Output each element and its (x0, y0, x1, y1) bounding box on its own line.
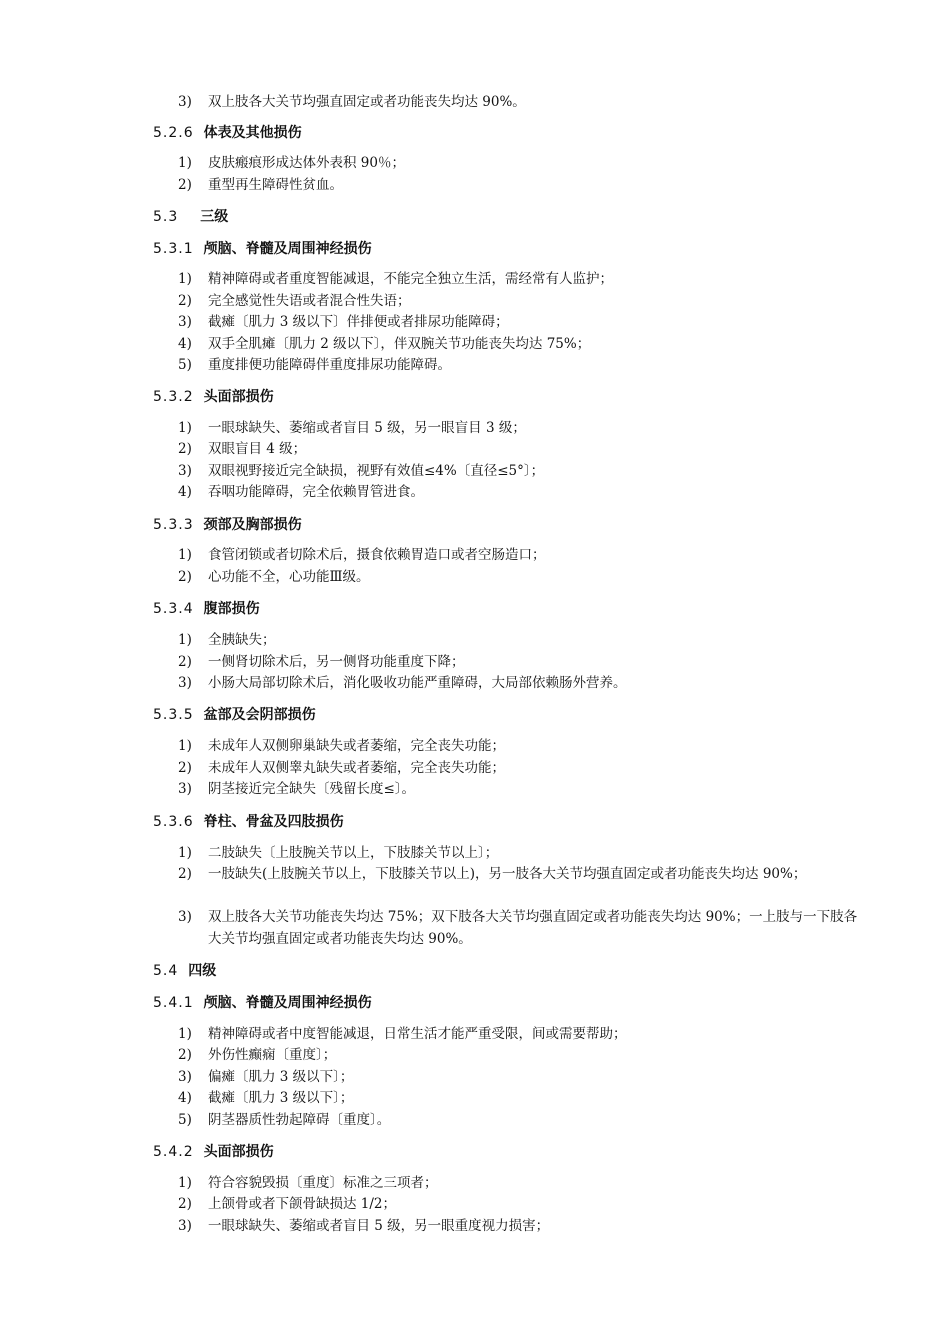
section-number: 5.3.6 (153, 814, 194, 830)
list-item (178, 1045, 868, 1067)
section-number: 5.3.3 (153, 517, 194, 533)
list-item (178, 334, 868, 356)
item-number: 1) (178, 1175, 192, 1191)
item-text: 二肢缺失〔上肢腕关节以上，下肢膝关节以上〕； (208, 845, 499, 861)
list-item (178, 1024, 868, 1046)
section-heading (153, 1142, 274, 1162)
section-heading (153, 123, 302, 143)
item-text: 未成年人双侧睾丸缺失或者萎缩，完全丧失功能； (208, 760, 505, 776)
item-number: 5) (178, 357, 192, 373)
list-item (178, 312, 868, 334)
item-number: 1) (178, 1026, 192, 1042)
item-number: 1) (178, 155, 192, 171)
section-number: 5.3 (153, 209, 179, 225)
section-number: 5.4.2 (153, 1144, 194, 1160)
item-number: 4) (178, 336, 192, 352)
section-number: 5.3.4 (153, 601, 194, 617)
list-item (178, 153, 868, 175)
section-heading (153, 993, 372, 1013)
list-item (178, 355, 868, 377)
item-number: 1) (178, 632, 192, 648)
section-title: 腹部损伤 (203, 601, 260, 617)
item-text: 外伤性癫痫〔重度〕； (208, 1047, 337, 1063)
item-text: 一侧肾切除术后，另一侧肾功能重度下降； (208, 654, 465, 670)
item-number: 1) (178, 547, 192, 563)
item-text: 双上肢各大关节功能丧失均达 75%；双下肢各大关节均强直固定或者功能丧失均达 90%；一上肢与一下肢各大关节均强直固定或者功能丧失均达 90%。 (208, 909, 858, 947)
list-item (178, 1194, 868, 1216)
item-number: 2) (178, 293, 192, 309)
list-item (178, 1088, 868, 1110)
item-number: 3) (178, 675, 192, 691)
item-text: 上颌骨或者下颌骨缺损达 1/2； (208, 1196, 397, 1212)
section-title: 头面部损伤 (203, 1144, 274, 1160)
item-number: 1) (178, 271, 192, 287)
section-title: 颅脑、脊髓及周围神经损伤 (203, 995, 372, 1011)
list-item (178, 779, 868, 801)
item-number: 1) (178, 420, 192, 436)
item-text: 全胰缺失； (208, 632, 276, 648)
section-heading (153, 207, 228, 227)
item-text: 截瘫〔肌力 3 级以下〕； (208, 1090, 354, 1106)
section-title: 三级 (200, 209, 229, 225)
section-number: 5.4 (153, 963, 179, 979)
item-number: 2) (178, 1196, 192, 1212)
item-number: 3) (178, 909, 192, 925)
section-heading (153, 705, 316, 725)
section-number: 5.3.1 (153, 241, 194, 257)
item-text: 双手全肌瘫〔肌力 2 级以下〕，伴双腕关节功能丧失均达 75%； (208, 336, 591, 352)
list-item (178, 758, 868, 780)
item-text: 截瘫〔肌力 3 级以下〕伴排便或者排尿功能障碍； (208, 314, 509, 330)
list-item (178, 439, 868, 461)
section-heading (153, 387, 274, 407)
section-number: 5.4.1 (153, 995, 194, 1011)
list-item (178, 1173, 868, 1195)
item-text: 未成年人双侧卵巢缺失或者萎缩，完全丧失功能； (208, 738, 505, 754)
item-number: 4) (178, 1090, 192, 1106)
section-title: 体表及其他损伤 (203, 125, 302, 141)
section-heading (153, 961, 216, 981)
item-text: 小肠大局部切除术后，消化吸收功能严重障碍，大局部依赖肠外营养。 (208, 675, 627, 691)
item-text: 重度排便功能障碍伴重度排尿功能障碍。 (208, 357, 451, 373)
section-number: 5.2.6 (153, 125, 194, 141)
item-number: 3) (178, 94, 192, 110)
item-text: 双眼视野接近完全缺损，视野有效值≤4%〔直径≤5°〕； (208, 463, 545, 479)
section-title: 脊柱、骨盆及四肢损伤 (203, 814, 344, 830)
section-heading (153, 599, 260, 619)
section-heading (153, 239, 372, 259)
list-item (178, 92, 868, 114)
list-item (178, 630, 868, 652)
list-item (178, 291, 868, 313)
item-number: 2) (178, 866, 192, 882)
item-text: 重型再生障碍性贫血。 (208, 177, 343, 193)
item-text: 一肢缺失(上肢腕关节以上，下肢膝关节以上)，另一肢各大关节均强直固定或者功能丧失均达 90%； (208, 866, 807, 882)
item-text: 食管闭锁或者切除术后，摄食依赖胃造口或者空肠造口； (208, 547, 546, 563)
item-number: 3) (178, 314, 192, 330)
item-text: 阴茎接近完全缺失〔残留长度≤〕。 (208, 781, 416, 797)
list-item (178, 907, 868, 950)
item-text: 偏瘫〔肌力 3 级以下〕； (208, 1069, 354, 1085)
item-text: 双上肢各大关节均强直固定或者功能丧失均达 90%。 (208, 94, 526, 110)
item-text: 皮肤瘢痕形成达体外表积 90％； (208, 155, 405, 171)
list-item (178, 1216, 868, 1238)
list-item (178, 736, 868, 758)
item-number: 3) (178, 1218, 192, 1234)
section-number: 5.3.5 (153, 707, 194, 723)
list-item (178, 482, 868, 504)
section-title: 头面部损伤 (203, 389, 274, 405)
list-item (178, 673, 868, 695)
item-text: 一眼球缺失、萎缩或者盲目 5 级，另一眼重度视力损害； (208, 1218, 550, 1234)
item-text: 符合容貌毁损〔重度〕标准之三项者； (208, 1175, 438, 1191)
list-item (178, 652, 868, 674)
section-title: 四级 (188, 963, 217, 979)
item-text: 完全感觉性失语或者混合性失语； (208, 293, 411, 309)
item-number: 4) (178, 484, 192, 500)
item-text: 阴茎器质性勃起障碍〔重度〕。 (208, 1112, 391, 1128)
item-text: 精神障碍或者中度智能减退，日常生活才能严重受限，间或需要帮助； (208, 1026, 627, 1042)
item-number: 2) (178, 441, 192, 457)
item-number: 3) (178, 1069, 192, 1085)
list-item (178, 545, 868, 567)
list-item (178, 1110, 868, 1132)
list-item (178, 269, 868, 291)
item-number: 2) (178, 1047, 192, 1063)
item-number: 5) (178, 1112, 192, 1128)
item-number: 2) (178, 654, 192, 670)
list-item (178, 418, 868, 440)
section-title: 盆部及会阴部损伤 (203, 707, 316, 723)
list-item (178, 864, 868, 886)
item-number: 2) (178, 760, 192, 776)
item-number: 3) (178, 463, 192, 479)
item-text: 心功能不全，心功能Ⅲ级。 (208, 569, 370, 585)
list-item (178, 567, 868, 589)
item-number: 2) (178, 177, 192, 193)
item-text: 吞咽功能障碍，完全依赖胃管进食。 (208, 484, 424, 500)
section-heading (153, 812, 344, 832)
item-number: 2) (178, 569, 192, 585)
item-text: 精神障碍或者重度智能减退，不能完全独立生活，需经常有人监护； (208, 271, 613, 287)
section-number: 5.3.2 (153, 389, 194, 405)
section-title: 颈部及胸部损伤 (203, 517, 302, 533)
section-heading (153, 515, 302, 535)
list-item (178, 175, 868, 197)
item-text: 双眼盲目 4 级； (208, 441, 307, 457)
item-number: 3) (178, 781, 192, 797)
item-number: 1) (178, 845, 192, 861)
item-number: 1) (178, 738, 192, 754)
list-item (178, 843, 868, 865)
list-item (178, 461, 868, 483)
item-text: 一眼球缺失、萎缩或者盲目 5 级，另一眼盲目 3 级； (208, 420, 526, 436)
section-title: 颅脑、脊髓及周围神经损伤 (203, 241, 372, 257)
list-item (178, 1067, 868, 1089)
